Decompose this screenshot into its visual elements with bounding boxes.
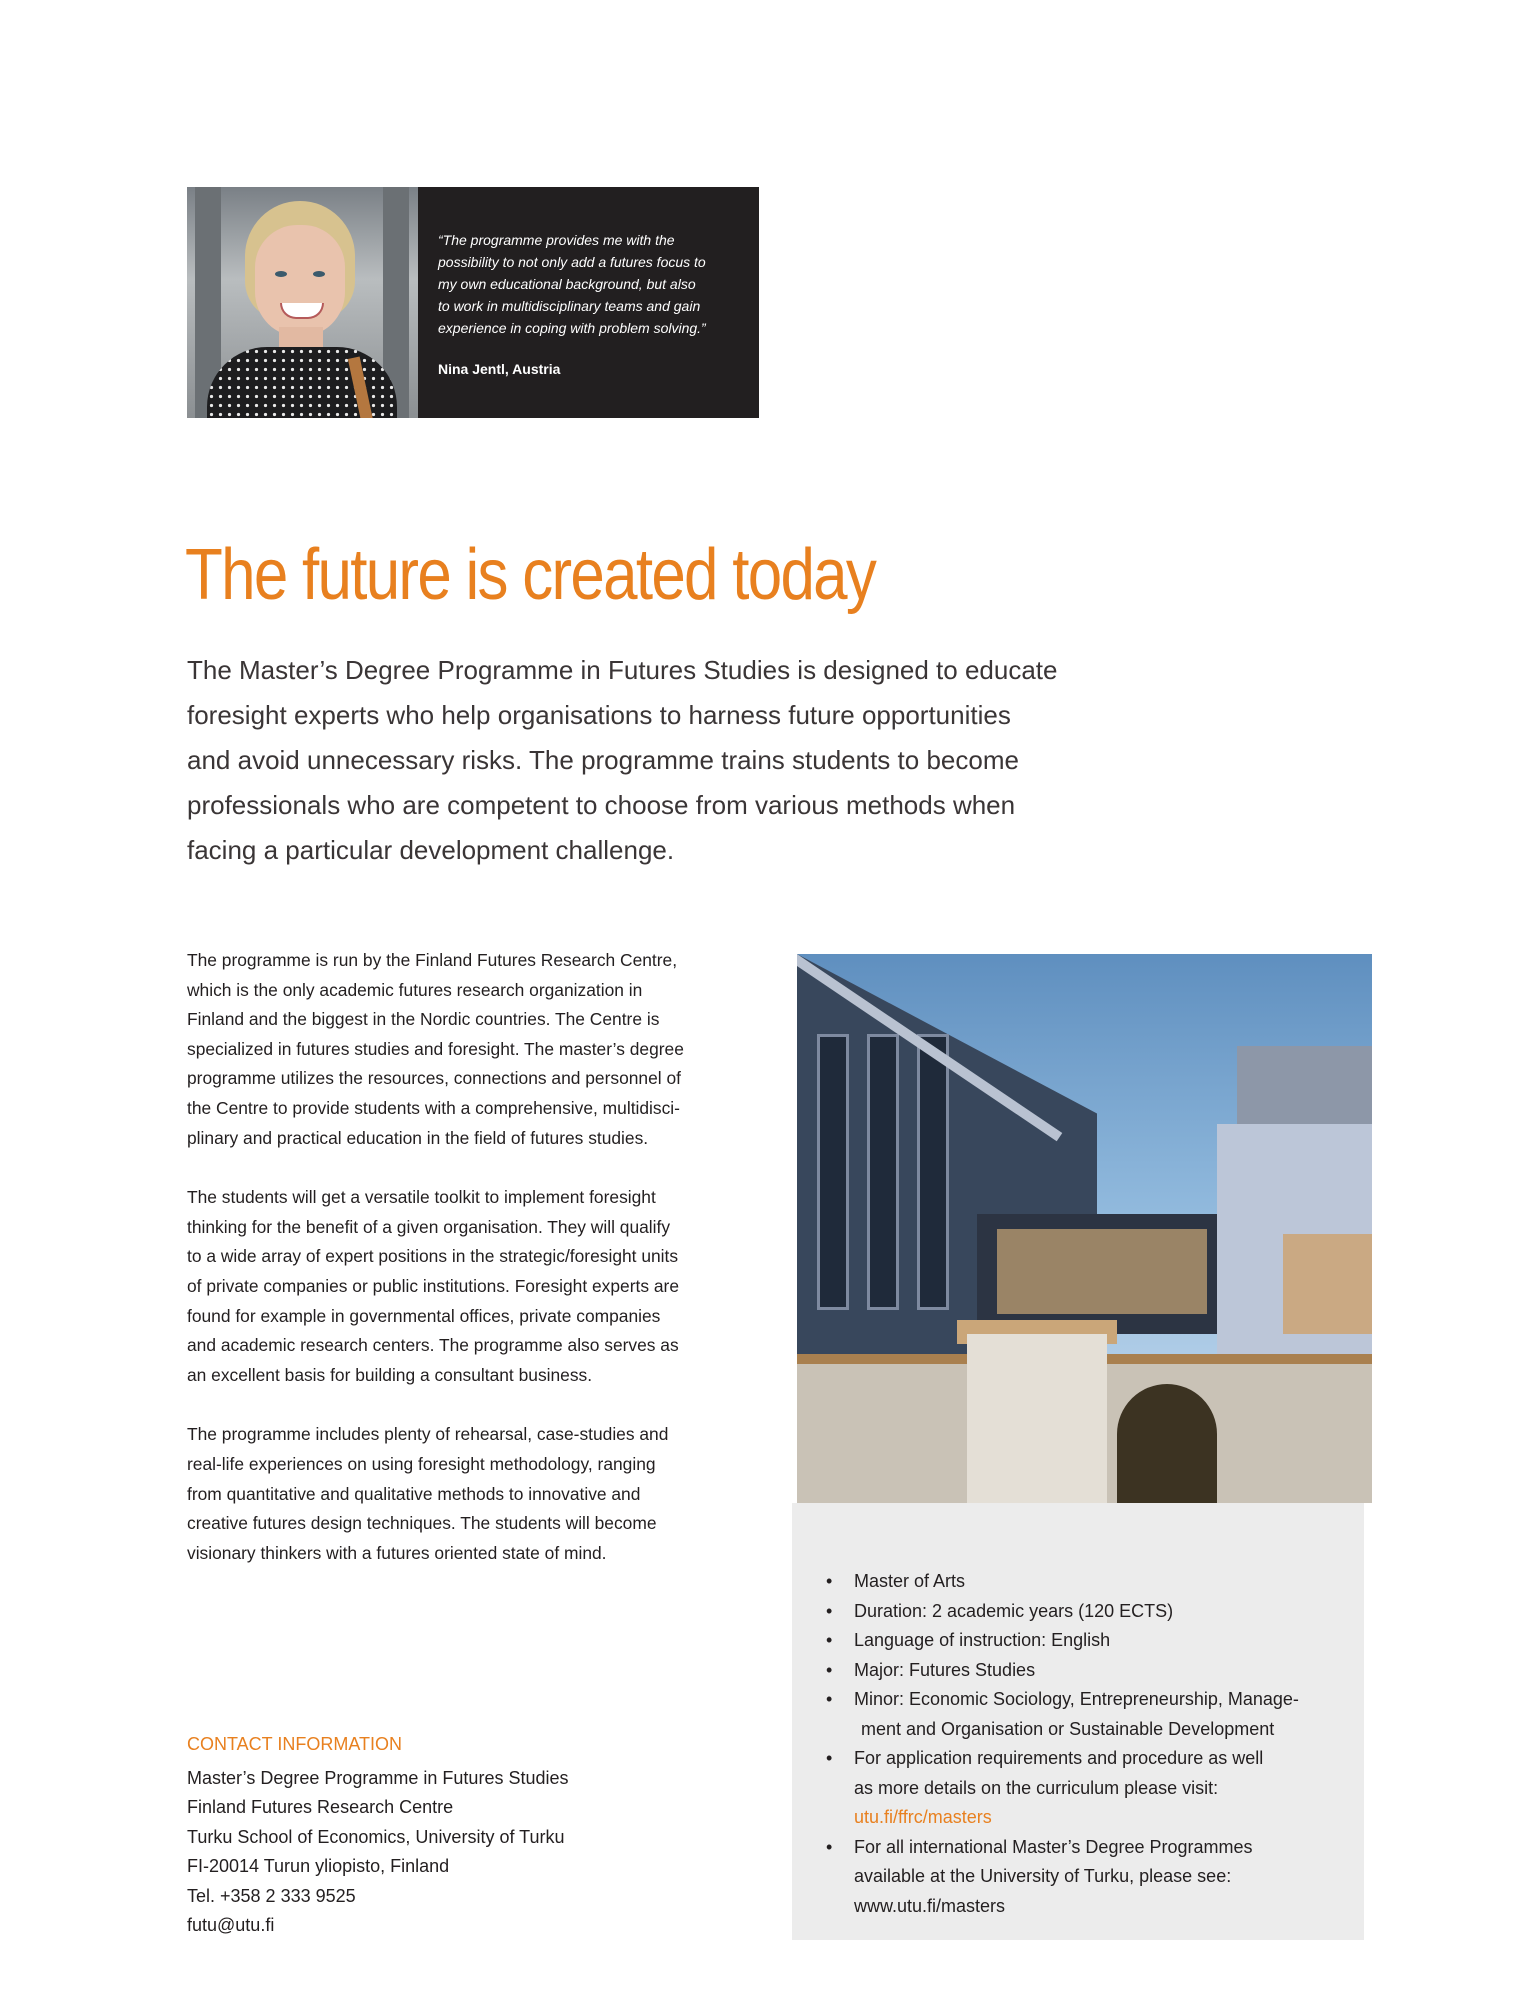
quote-line: my own educational background, but also bbox=[438, 276, 696, 292]
body-line: specialized in futures studies and foresight. The master’s degree bbox=[187, 1038, 684, 1059]
programme-facts-box bbox=[792, 1503, 1364, 1940]
body-line: to a wide array of expert positions in the strategic/foresight units bbox=[187, 1246, 679, 1267]
body-line: found for example in governmental offices, private companies bbox=[187, 1305, 661, 1326]
page-headline: The future is created today bbox=[185, 535, 876, 615]
body-paragraph bbox=[187, 946, 757, 1153]
bullet-icon: • bbox=[826, 1689, 833, 1709]
contact-school: Turku School of Economics, University of Turku bbox=[187, 1826, 565, 1847]
fact-text: Master of Arts bbox=[854, 1571, 966, 1591]
body-line: the Centre to provide students with a comprehensive, multidisci- bbox=[187, 1097, 680, 1118]
intro-line: and avoid unnecessary risks. The programme trains students to become bbox=[187, 745, 1019, 775]
fact-text: For application requirements and procedure as well bbox=[854, 1748, 1264, 1768]
fact-text: For all international Master’s Degree Programmes bbox=[854, 1836, 1253, 1857]
fact-text: available at the University of Turku, please see: bbox=[854, 1866, 1232, 1886]
fact-degree bbox=[826, 1567, 1344, 1597]
body-line: which is the only academic futures research organization in bbox=[187, 979, 643, 1000]
bullet-icon: • bbox=[826, 1748, 833, 1768]
contact-address: FI-20014 Turun yliopisto, Finland bbox=[187, 1856, 450, 1876]
testimonial-text bbox=[418, 187, 728, 418]
curriculum-link[interactable]: utu.fi/ffrc/masters bbox=[854, 1807, 992, 1827]
contact-heading: CONTACT INFORMATION bbox=[187, 1734, 402, 1754]
body-line: real-life experiences on using foresight methodology, ranging bbox=[187, 1453, 656, 1474]
body-line: and academic research centers. The programme also serves as bbox=[187, 1335, 679, 1356]
fact-text: Minor: Economic Sociology, Entrepreneurship, Manage- bbox=[854, 1689, 1299, 1709]
bullet-icon: • bbox=[826, 1630, 833, 1650]
fact-text: Language of instruction: English bbox=[854, 1630, 1111, 1650]
body-line: visionary thinkers with a futures oriented state of mind. bbox=[187, 1542, 607, 1563]
body-paragraph bbox=[187, 1420, 757, 1568]
fact-international bbox=[826, 1833, 1344, 1922]
building-photo bbox=[797, 954, 1372, 1503]
body-line: creative futures design techniques. The students will become bbox=[187, 1513, 657, 1534]
body-line: an excellent basis for building a consultant business. bbox=[187, 1364, 593, 1385]
fact-text: as more details on the curriculum please visit: bbox=[854, 1777, 1219, 1798]
bullet-icon: • bbox=[826, 1571, 833, 1591]
fact-application bbox=[826, 1744, 1344, 1833]
body-line: of private companies or public institutions. Foresight experts are bbox=[187, 1275, 680, 1296]
body-line: Finland and the biggest in the Nordic countries. The Centre is bbox=[187, 1009, 660, 1030]
fact-major bbox=[826, 1656, 1344, 1686]
international-programmes-link[interactable]: www.utu.fi/masters bbox=[854, 1895, 1006, 1916]
fact-minor bbox=[826, 1685, 1344, 1744]
bullet-icon: • bbox=[826, 1659, 833, 1680]
fact-text: Duration: 2 academic years (120 ECTS) bbox=[854, 1600, 1174, 1621]
body-line: thinking for the benefit of a given organisation. They will qualify bbox=[187, 1216, 671, 1237]
quote-line: experience in coping with problem solving.” bbox=[438, 320, 706, 336]
quote-line: to work in multidisciplinary teams and gain bbox=[438, 298, 701, 314]
contact-programme: Master’s Degree Programme in Futures Studies bbox=[187, 1767, 569, 1788]
contact-information bbox=[187, 1730, 687, 1941]
body-text-column bbox=[187, 946, 757, 1598]
intro-line: foresight experts who help organisations to harness future opportunities bbox=[187, 700, 1011, 730]
testimonial-quote bbox=[438, 229, 706, 339]
body-line: programme utilizes the resources, connections and personnel of bbox=[187, 1068, 681, 1089]
contact-email-link[interactable]: futu@utu.fi bbox=[187, 1915, 275, 1935]
body-line: The programme is run by the Finland Futures Research Centre, bbox=[187, 950, 678, 970]
bullet-icon: • bbox=[826, 1836, 833, 1857]
body-line: The programme includes plenty of rehearsal, case-studies and bbox=[187, 1424, 669, 1445]
facts-list bbox=[792, 1503, 1364, 1921]
intro-line: professionals who are competent to choose from various methods when bbox=[187, 790, 1016, 820]
body-line: plinary and practical education in the field of futures studies. bbox=[187, 1127, 649, 1148]
fact-text: Major: Futures Studies bbox=[854, 1659, 1036, 1680]
body-paragraph bbox=[187, 1183, 757, 1390]
contact-phone: Tel. +358 2 333 9525 bbox=[187, 1885, 356, 1906]
quote-line: possibility to not only add a futures focus to bbox=[438, 254, 706, 270]
quote-line: “The programme provides me with the bbox=[438, 232, 675, 248]
student-portrait bbox=[187, 187, 418, 418]
fact-duration bbox=[826, 1597, 1344, 1627]
intro-line: The Master’s Degree Programme in Futures Studies is designed to educate bbox=[187, 655, 1058, 685]
intro-line: facing a particular development challenge. bbox=[187, 835, 675, 865]
body-line: from quantitative and qualitative methods to innovative and bbox=[187, 1483, 641, 1504]
body-line: The students will get a versatile toolkit to implement foresight bbox=[187, 1187, 656, 1208]
bullet-icon: • bbox=[826, 1600, 833, 1621]
contact-centre: Finland Futures Research Centre bbox=[187, 1797, 454, 1817]
testimonial-box bbox=[187, 187, 759, 418]
intro-paragraph bbox=[187, 648, 1107, 873]
fact-language bbox=[826, 1626, 1344, 1656]
fact-text: ment and Organisation or Sustainable Development bbox=[861, 1718, 1275, 1739]
testimonial-author: Nina Jentl, Austria bbox=[438, 361, 561, 377]
